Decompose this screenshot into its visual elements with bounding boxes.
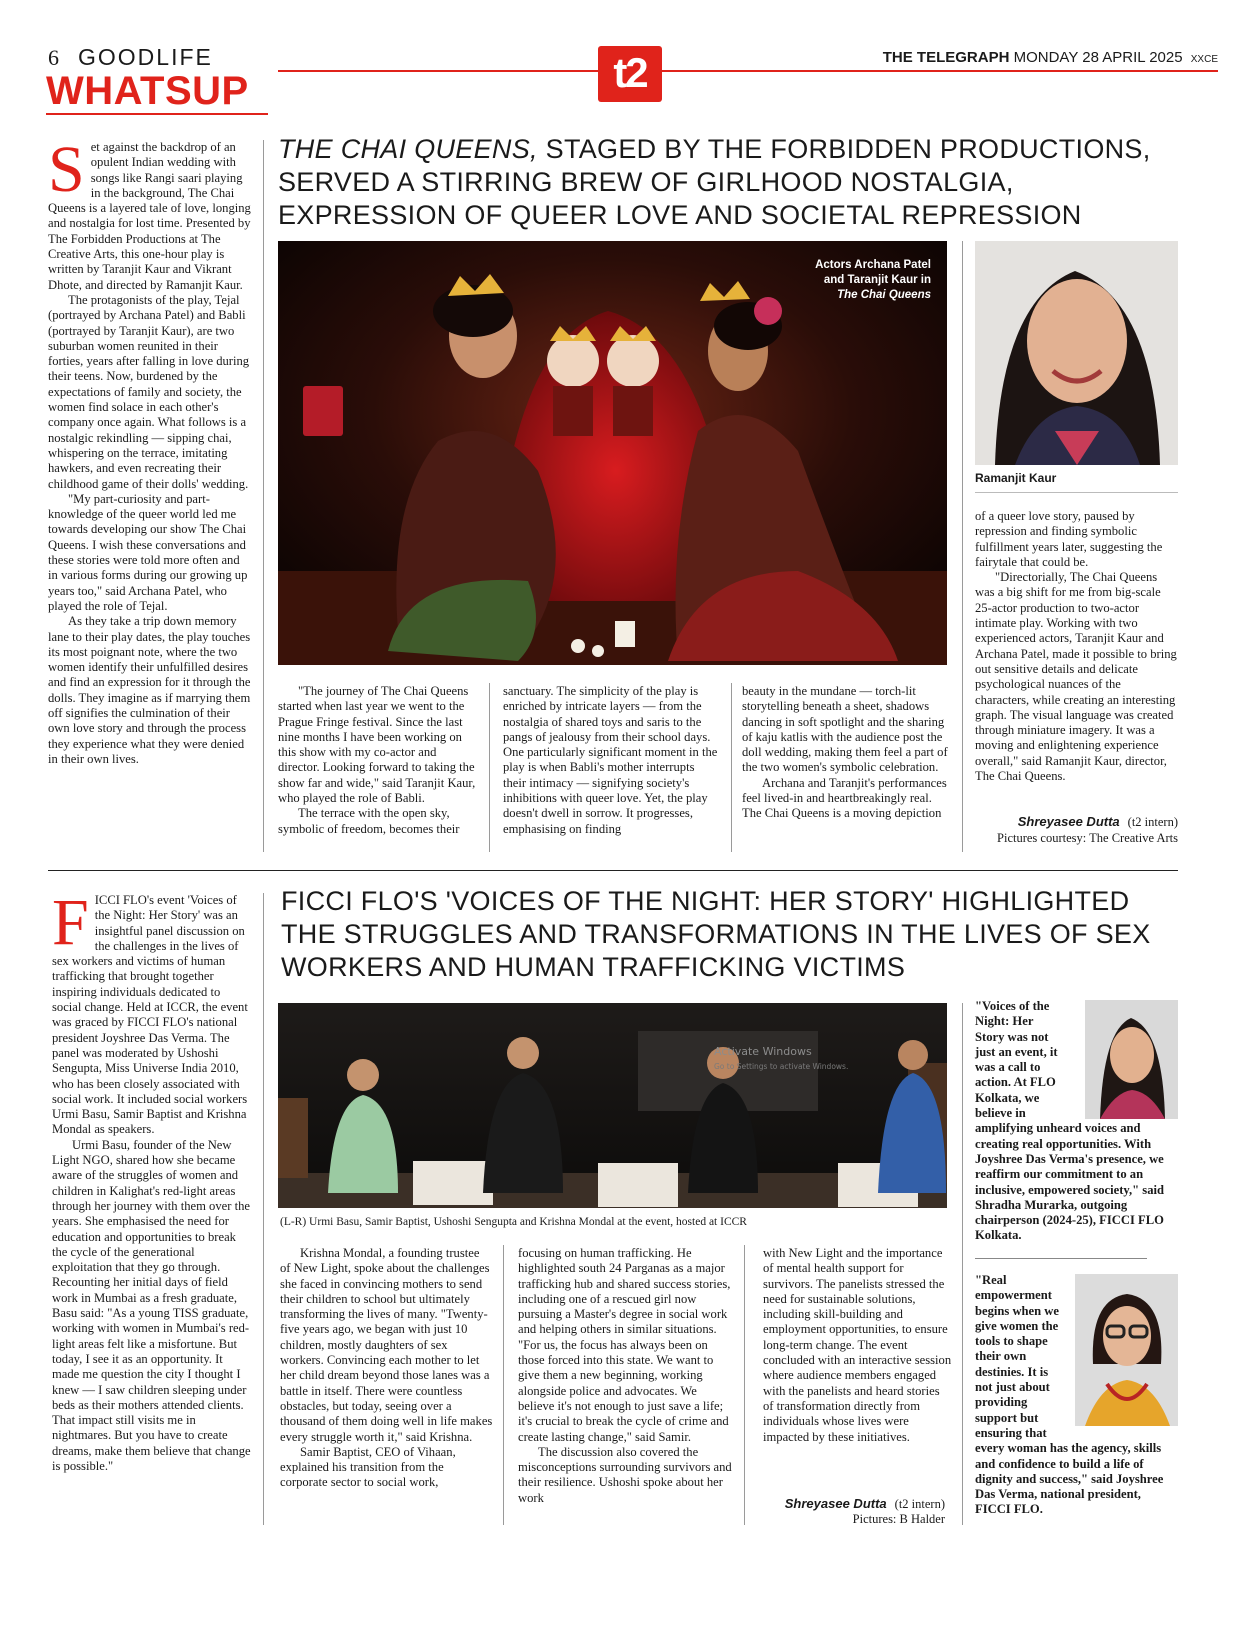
- story1-column-3: [503, 684, 719, 837]
- edition-code: XXCE: [1190, 54, 1218, 65]
- story2-byline: [785, 1496, 945, 1512]
- paragraph: The discussion also covered the misconceptions surrounding survivors and their resilience. Ushoshi spoke about her work: [518, 1444, 732, 1505]
- paragraph: The terrace with the open sky, symbolic of freedom, becomes their: [278, 806, 460, 836]
- paragraph: et against the backdrop of an opulent Indian wedding with songs like Rangi saari playing in the background, The Chai Queens is a layered tale of love, longing and nostalgia for lost time. Presented by The Forbidden Productions at The Creative Arts, this one-hour play is written by Taranjit Kaur and Vikrant Dhote, and directed by Ramanjit Kaur.: [48, 140, 251, 292]
- subsection-name: WHATSUP: [46, 69, 249, 113]
- paragraph: with New Light and the importance of mental health support for survivors. The panelists stressed the need for sustainable solutions, including skill-building and employment opportunities, to ensure long-term change. The event concluded with an interactive session where audience members engaged with the panelists and heard stories of transformation directly from individuals whose lives were impacted by these initiatives.: [763, 1246, 952, 1444]
- section-rule: [46, 113, 268, 115]
- column-divider: [744, 1245, 745, 1525]
- ramanjit-portrait: [975, 241, 1178, 465]
- headline-text: STAGED BY THE FORBIDDEN PRODUCTIONS, SERVED A STIRRING BREW OF GIRLHOOD NOSTALGIA, EXPRESSION OF QUEER LOVE AND SOCIETAL REPRESSION: [278, 134, 1151, 230]
- caption-line: The Chai Queens: [837, 289, 931, 301]
- paragraph: beauty in the mundane — torch-lit storytelling beneath a sheet, shadows dancing in soft spotlight and the sharing of kaju katlis with the audience post the doll wedding, making them feel a part of the two women's symbolic celebration.: [742, 684, 948, 775]
- story2-picture-credit: Pictures: B Halder: [852, 1512, 945, 1526]
- watermark-subtitle: Go to Settings to activate Windows.: [714, 1062, 849, 1071]
- masthead-rule: [278, 70, 1218, 72]
- event-photo-caption: (L-R) Urmi Basu, Samir Baptist, Ushoshi Sengupta and Krishna Mondal at the event, hosted at ICCR: [280, 1216, 747, 1228]
- page-number: 6: [48, 45, 59, 70]
- portrait-image: [975, 241, 1178, 465]
- issue-date: MONDAY 28 APRIL 2025: [1013, 49, 1183, 66]
- paragraph: Krishna Mondal, a founding trustee of New Light, spoke about the challenges she faced in convincing mothers to send their children to school but ultimately transforming the lives of many. "Twenty-five years ago, we began with just 10 children, mostly daughters of sex workers. Convincing each mother to let her child dream beyond those lanes was a battle in itself. There were countless obstacles, but today, seeing over a thousand of them doing well in life makes every struggle worth it," said Krishna.: [280, 1246, 493, 1444]
- caption-rule: [975, 492, 1178, 493]
- story2-column-4: [763, 1246, 953, 1445]
- quote-separator: [975, 1258, 1147, 1259]
- story-separator: [48, 870, 1178, 871]
- paragraph: Urmi Basu, founder of the New Light NGO, shared how she became aware of the struggles of women and children in Kalighat's red-light areas through her journey with them over the years. She emphasised the need for education and opportunities to break the cycle of the generational exploitation that they go through. Recounting her initial days of field work in Mumbai as a fresh graduate, Basu said: "As a young TISS graduate, working with women in Mumbai's red-light areas felt like a misfortune. But today, I see it as an opportunity. It made me question the city I thought I knew — I saw children sleeping under beds as their mothers attended clients. That impact still visits me in nightmares. But you have to create dreams, make them believe that change is possible.": [52, 1137, 251, 1473]
- joyshree-quote: [975, 1273, 1170, 1518]
- stage-photo: [278, 241, 947, 665]
- paragraph: focusing on human trafficking. He highlighted south 24 Parganas as a major trafficking hub and shared success stories, including one of a rescued girl now pursuing a Master's degree in social work and helping others in similar situations. "For us, the focus has always been on those forced into this state. We want to give them a new beginning, working alongside police and advocates. We believe it's not enough to just save a life; it's crucial to break the cycle of crime and create lasting change," said Samir.: [518, 1246, 731, 1444]
- paragraph: "Directorially, The Chai Queens was a big shift for me from big-scale 25-actor production to two-actor intimate play. Working with two experienced actors, Taranjit Kaur and Archana Patel, made it possible to bring out sensitive details and delicate psychological nuances of the characters, while creating an interesting graph. The visual language was created through miniature imagery. It was a moving and enlightening experience overall," said Ramanjit Kaur, director, The Chai Queens.: [975, 570, 1177, 784]
- paragraph: "My part-curiosity and part-knowledge of the queer world led me towards developing our show The Chai Queens. I wish these conversations and these stories were told more often and in various forms during our growing up years too," said Archana Patel, who played the role of Tejal.: [48, 491, 248, 613]
- column-divider: [962, 241, 963, 852]
- caption-line: Actors Archana Patel: [815, 259, 931, 271]
- stage-photo-image: [278, 241, 947, 665]
- story2-column-3: [518, 1246, 734, 1506]
- quote-text: "Real empowerment begins when we give women the tools to shape their own destinies. It is not just about providing support but ensuring that every woman has the agency, skills and confidence to build a life of dignity and success," said Joyshree Das Verma, national president, FICCI FLO.: [975, 1273, 1164, 1517]
- story2-dropcap: F: [52, 886, 89, 959]
- story2-headline: FICCI FLO'S 'VOICES OF THE NIGHT: HER STORY' HIGHLIGHTED THE STRUGGLES AND TRANSFORMATIONS IN THE LIVES OF SEX WORKERS AND HUMAN TRAFFICKING VICTIMS: [281, 886, 1151, 982]
- caption-line: and Taranjit Kaur in: [823, 274, 931, 286]
- publication-name: THE TELEGRAPH: [882, 49, 1010, 66]
- story1-column-5: [975, 509, 1178, 784]
- byline-role: (t2 intern): [894, 1497, 945, 1511]
- column-divider: [962, 1003, 963, 1525]
- paragraph: "The journey of The Chai Queens started when last year we went to the Prague Fringe festival. Since the last nine months I have been working on this show with my co-actor and director. Looking forward to taking the show far and wide," said Taranjit Kaur, who played the role of Babli.: [278, 684, 476, 806]
- shradha-quote: [975, 999, 1170, 1244]
- paragraph: sanctuary. The simplicity of the play is enriched by intricate layers — from the nostalgia of shared toys and saris to the pangs of jealousy from their school days. One particularly significant moment in the play is when Babli's mother interrupts their intimacy — signifying society's inhibitions with queer love. Yet, the play doesn't dwell in sorrow. It progresses, emphasising on finding: [503, 684, 718, 836]
- story1-headline: [278, 133, 1178, 232]
- portrait-caption: Ramanjit Kaur: [975, 471, 1057, 485]
- quote-float-spacer: [1062, 1273, 1170, 1431]
- paragraph: ICCI FLO's event 'Voices of the Night: Her Story' was an insightful panel discussion on the challenges in the lives of sex workers and victims of human trafficking that brought together inspiring individuals dedicated to social change. Held at ICCR, the event was graced by FICCI FLO's national president Joyshree Das Verma. The panel was moderated by Ushoshi Sengupta, Miss Universe India 2010, who has been closely associated with social work. It included social workers Urmi Basu, Samir Baptist and Krishna Mondal as speakers.: [52, 893, 248, 1137]
- column-divider: [503, 1245, 504, 1525]
- column-divider: [489, 683, 490, 852]
- event-photo: [278, 1003, 947, 1208]
- event-photo-image: [278, 1003, 947, 1208]
- dateline: [883, 49, 1218, 66]
- story2-column-2: [280, 1246, 493, 1491]
- quote-text: "Voices of the Night: Her Story was not just an event, it was a call to action. At FLO Kolkata, we believe in amplifying unheard voices and creating real opportunities. With Joyshree Das Verma's presence, we reaffirm our commitment to an inclusive, empowered society," said Shradha Murarka, outgoing chairperson (2024-25), FICCI FLO Kolkata.: [975, 999, 1165, 1243]
- paragraph: Archana and Taranjit's performances feel lived-in and heartbreakingly real. The Chai Queens is a moving depiction: [742, 775, 947, 821]
- story1-column-4: [742, 684, 952, 822]
- paragraph: Samir Baptist, CEO of Vihaan, explained his transition from the corporate sector to social work,: [280, 1444, 456, 1490]
- story1-dropcap: S: [48, 133, 85, 206]
- story1-column-1: [48, 133, 252, 767]
- column-divider: [263, 140, 264, 852]
- byline-name: Shreyasee Dutta: [1017, 814, 1120, 829]
- quote-float-spacer: [1058, 999, 1170, 1121]
- byline-role: (t2 intern): [1127, 815, 1178, 829]
- byline-name: Shreyasee Dutta: [784, 1496, 887, 1511]
- paragraph: The protagonists of the play, Tejal (portrayed by Archana Patel) and Babli (portrayed by Taranjit Kaur), are two suburban women reunited in their forties, years after falling in love during their teens. Now, burdened by the expectations of family and society, the women find solace in each other's company once again. What follows is a nostalgic rekindling — sipping chai, whispering on the terrace, imitating hawkers, and even recreating their childhood game of their dolls' wedding.: [48, 292, 250, 491]
- paragraph: As they take a trip down memory lane to their play dates, the play touches its most poignant note, where the two women identify their unfulfilled desires and find an expression for it through the dolls. They imagine as if marrying them off signifies the culmination of their own love story and through the process they experience what they were denied in their own lives.: [48, 614, 251, 766]
- story2-column-1: [52, 886, 252, 1474]
- story1-picture-credit: Pictures courtesy: The Creative Arts: [997, 831, 1178, 845]
- column-divider: [731, 683, 732, 852]
- story1-byline: [1018, 814, 1178, 830]
- paragraph: of a queer love story, paused by repression and finding symbolic fulfillment years later, suggesting the fairytale that could be.: [975, 509, 1163, 569]
- t2-logo: t2: [598, 46, 662, 102]
- column-divider: [263, 893, 264, 1525]
- stage-photo-caption: [815, 258, 931, 303]
- watermark-title: Activate Windows: [714, 1045, 812, 1058]
- section-name: GOODLIFE: [78, 44, 213, 70]
- story1-column-2: [278, 684, 478, 837]
- headline-play-title: THE CHAI QUEENS,: [278, 134, 538, 164]
